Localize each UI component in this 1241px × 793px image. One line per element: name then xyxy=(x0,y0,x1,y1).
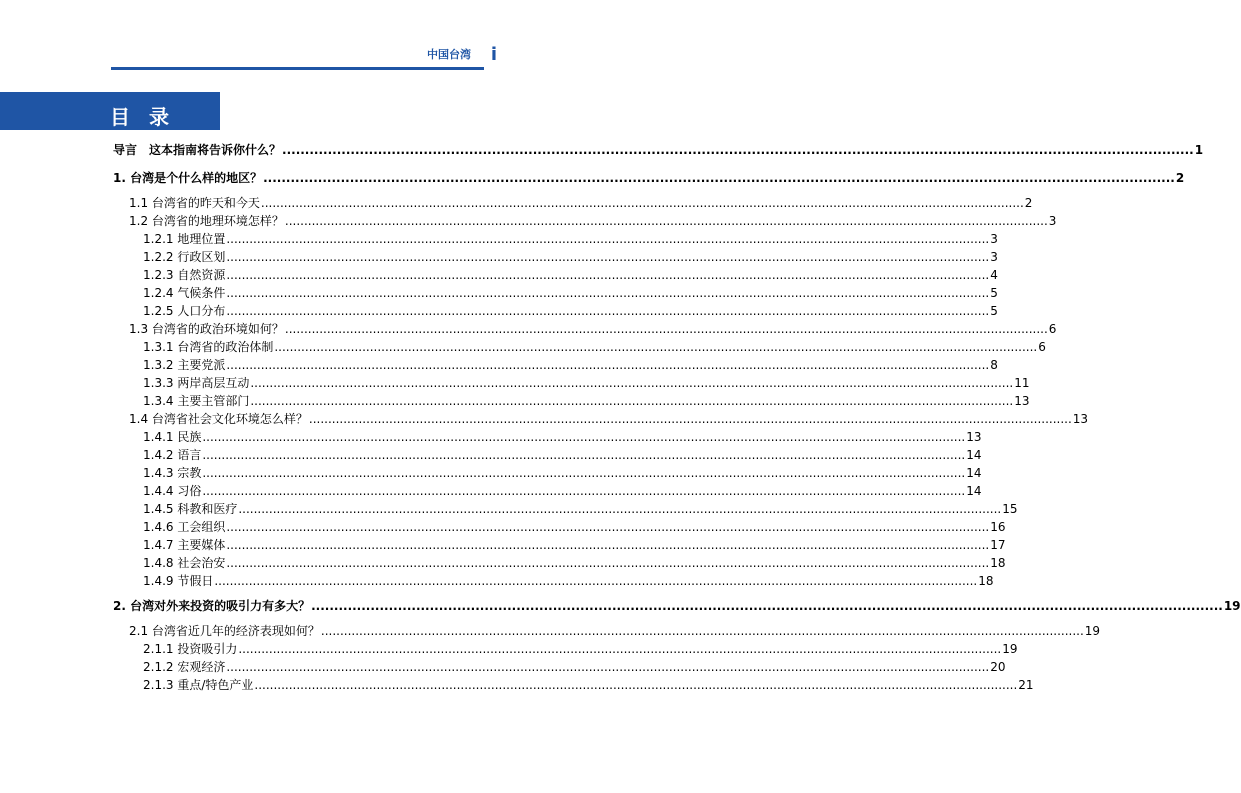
toc-leader-dots: ........................................................................................................................................................................................................ xyxy=(284,322,1048,336)
toc-entry-label: 1.4.2 语言 xyxy=(143,448,202,462)
toc-entry-page: 18 xyxy=(978,574,994,588)
toc-leader-dots: ........................................................................................................................................................................................................ xyxy=(320,624,1084,638)
toc-leader-dots: ........................................................................................................................................................................................................ xyxy=(274,340,1038,354)
toc-entry[interactable] xyxy=(143,554,1006,570)
toc-entry-page: 6 xyxy=(1038,340,1046,354)
toc-entry[interactable] xyxy=(143,266,998,282)
toc-entry-label: 1.3.2 主要党派 xyxy=(143,358,226,372)
toc-entry-label: 1.2.5 人口分布 xyxy=(143,304,226,318)
toc-entry-label: 1.3.4 主要主管部门 xyxy=(143,394,250,408)
toc-leader-dots: ........................................................................................................................................................................................................ xyxy=(226,268,990,282)
toc-entry-label: 1.2.3 自然资源 xyxy=(143,268,226,282)
toc-entry-label: 1.4.3 宗教 xyxy=(143,466,202,480)
toc-entry-label: 1.2.2 行政区划 xyxy=(143,250,226,264)
toc-entry[interactable] xyxy=(129,622,1101,638)
toc-title: 目 录 xyxy=(110,105,175,129)
toc-leader-dots: ........................................................................................................................................................................................................ xyxy=(226,304,990,318)
toc-entry[interactable] xyxy=(143,536,1006,552)
toc-entry-page: 15 xyxy=(1002,502,1018,516)
toc-entry-page: 13 xyxy=(966,430,982,444)
toc-entry-label: 1.4.7 主要媒体 xyxy=(143,538,226,552)
toc-entry[interactable] xyxy=(143,248,998,264)
toc-leader-dots: ........................................................................................................................................................................................................ xyxy=(226,556,990,570)
toc-entry-label: 2.1.3 重点/特色产业 xyxy=(143,678,254,692)
toc-entry-page: 2 xyxy=(1175,171,1185,185)
toc-entry[interactable] xyxy=(143,640,1018,656)
toc-leader-dots: ........................................................................................................................................................................................................ xyxy=(263,171,1175,185)
toc-entry-label: 1.2.4 气候条件 xyxy=(143,286,226,300)
toc-entry[interactable] xyxy=(143,230,998,246)
toc-entry[interactable] xyxy=(143,572,994,588)
toc-entry-label: 1.3 台湾省的政治环境如何？ xyxy=(129,322,284,336)
toc-leader-dots: ........................................................................................................................................................................................................ xyxy=(202,484,966,498)
toc-entry[interactable] xyxy=(143,284,998,300)
toc-entry-page: 21 xyxy=(1018,678,1034,692)
toc-entry[interactable] xyxy=(143,500,1018,516)
toc-leader-dots: ........................................................................................................................................................................................................ xyxy=(226,286,990,300)
toc-entry-page: 3 xyxy=(990,232,998,246)
toc-entry-label: 2.1 台湾省近几年的经济表现如何？ xyxy=(129,624,320,638)
toc-entry-label: 1. 台湾是个什么样的地区？ xyxy=(113,171,263,185)
toc-entry[interactable] xyxy=(143,356,998,372)
toc-entry-page: 3 xyxy=(990,250,998,264)
toc-entry-label: 1.1 台湾省的昨天和今天 xyxy=(129,196,260,210)
toc-entry-page: 3 xyxy=(1048,214,1057,228)
toc-entry-page: 14 xyxy=(966,484,982,498)
toc-entry-label: 1.4 台湾省社会文化环境怎么样？ xyxy=(129,412,308,426)
toc-leader-dots: ........................................................................................................................................................................................................ xyxy=(226,232,990,246)
toc-entry-label: 导言 这本指南将告诉你什么？ xyxy=(113,143,282,157)
toc-leader-dots: ........................................................................................................................................................................................................ xyxy=(226,538,990,552)
header-rule xyxy=(111,67,484,70)
toc-leader-dots: ........................................................................................................................................................................................................ xyxy=(311,599,1223,613)
toc-entry-page: 4 xyxy=(990,268,998,282)
toc-leader-dots: ........................................................................................................................................................................................................ xyxy=(238,642,1002,656)
toc-entry-label: 2.1.2 宏观经济 xyxy=(143,660,226,674)
toc-entry-page: 14 xyxy=(966,448,982,462)
toc-leader-dots: ........................................................................................................................................................................................................ xyxy=(202,448,966,462)
toc-entry[interactable] xyxy=(129,320,1057,336)
toc-entry[interactable] xyxy=(143,392,1030,408)
toc-leader-dots: ........................................................................................................................................................................................................ xyxy=(250,376,1014,390)
toc-entry-page: 13 xyxy=(1014,394,1030,408)
toc-leader-dots: ........................................................................................................................................................................................................ xyxy=(282,143,1194,157)
toc-leader-dots: ........................................................................................................................................................................................................ xyxy=(226,520,990,534)
toc-entry-page: 16 xyxy=(990,520,1006,534)
toc-entry[interactable] xyxy=(113,169,1185,185)
toc-leader-dots: ........................................................................................................................................................................................................ xyxy=(308,412,1072,426)
toc-entry-label: 1.4.1 民族 xyxy=(143,430,202,444)
toc-entry-label: 1.4.8 社会治安 xyxy=(143,556,226,570)
toc-entry[interactable] xyxy=(143,482,982,498)
toc-entry[interactable] xyxy=(143,658,1006,674)
toc-entry-page: 8 xyxy=(990,358,998,372)
toc-leader-dots: ........................................................................................................................................................................................................ xyxy=(260,196,1024,210)
toc-entry[interactable] xyxy=(143,518,1006,534)
toc-entry[interactable] xyxy=(143,446,982,462)
toc-entry-page: 11 xyxy=(1014,376,1030,390)
toc-entry-page: 2 xyxy=(1024,196,1033,210)
toc-entry-page: 5 xyxy=(990,304,998,318)
toc-entry-page: 14 xyxy=(966,466,982,480)
toc-entry-label: 1.4.4 习俗 xyxy=(143,484,202,498)
toc-entry[interactable] xyxy=(129,410,1089,426)
toc-entry-label: 1.4.6 工会组织 xyxy=(143,520,226,534)
toc-entry-page: 19 xyxy=(1223,599,1241,613)
toc-entry-page: 1 xyxy=(1194,143,1204,157)
toc-entry-label: 1.4.5 科教和医疗 xyxy=(143,502,238,516)
toc-entry-label: 1.2.1 地理位置 xyxy=(143,232,226,246)
toc-entry-label: 1.2 台湾省的地理环境怎样？ xyxy=(129,214,284,228)
toc-leader-dots: ........................................................................................................................................................................................................ xyxy=(226,660,990,674)
toc-entry-page: 18 xyxy=(990,556,1006,570)
toc-entry[interactable] xyxy=(143,428,982,444)
toc-entry-page: 19 xyxy=(1002,642,1018,656)
toc-entry-page: 5 xyxy=(990,286,998,300)
toc-leader-dots: ........................................................................................................................................................................................................ xyxy=(284,214,1048,228)
toc-entry[interactable] xyxy=(143,302,998,318)
toc-entry-label: 1.4.9 节假日 xyxy=(143,574,214,588)
toc-leader-dots: ........................................................................................................................................................................................................ xyxy=(226,250,990,264)
toc-entry[interactable] xyxy=(113,597,1241,613)
toc-entry[interactable] xyxy=(129,194,1033,210)
toc-entry-page: 19 xyxy=(1084,624,1101,638)
toc-leader-dots: ........................................................................................................................................................................................................ xyxy=(226,358,990,372)
toc-entry-page: 6 xyxy=(1048,322,1057,336)
toc-entry-label: 1.3.3 两岸高层互动 xyxy=(143,376,250,390)
toc-entry-label: 1.3.1 台湾省的政治体制 xyxy=(143,340,274,354)
running-header-title: 中国台湾 xyxy=(427,48,471,61)
toc-leader-dots: ........................................................................................................................................................................................................ xyxy=(202,430,966,444)
toc-entry[interactable] xyxy=(143,338,1046,354)
toc-leader-dots: ........................................................................................................................................................................................................ xyxy=(238,502,1002,516)
toc-entry[interactable] xyxy=(129,212,1057,228)
toc-entry-label: 2. 台湾对外来投资的吸引力有多大？ xyxy=(113,599,311,613)
toc-leader-dots: ........................................................................................................................................................................................................ xyxy=(254,678,1018,692)
toc-entry[interactable] xyxy=(143,464,982,480)
toc-leader-dots: ........................................................................................................................................................................................................ xyxy=(250,394,1014,408)
toc-entry-page: 13 xyxy=(1072,412,1089,426)
toc-leader-dots: ........................................................................................................................................................................................................ xyxy=(202,466,966,480)
toc-entry[interactable] xyxy=(113,141,1204,157)
toc-entry-page: 17 xyxy=(990,538,1006,552)
toc-entry-page: 20 xyxy=(990,660,1006,674)
toc-leader-dots: ........................................................................................................................................................................................................ xyxy=(214,574,978,588)
toc-entry[interactable] xyxy=(143,374,1030,390)
page-number: i xyxy=(490,44,497,65)
toc-entry-label: 2.1.1 投资吸引力 xyxy=(143,642,238,656)
toc-entry[interactable] xyxy=(143,676,1034,692)
